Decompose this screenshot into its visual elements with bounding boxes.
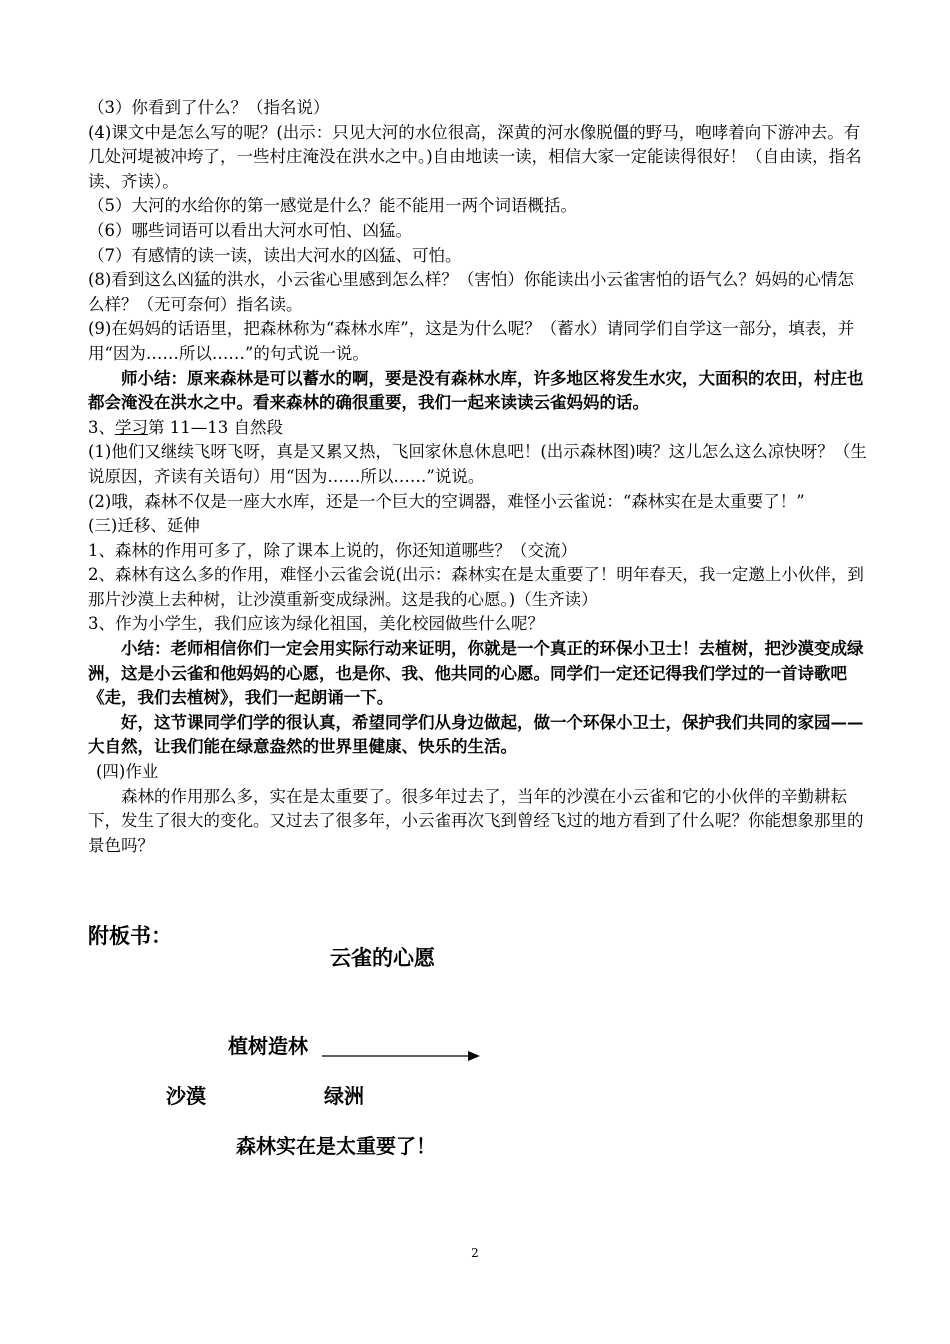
section-3-prefix: 3、 [88,417,115,437]
board-label-important: 森林实在是太重要了！ [236,1134,436,1158]
summary-2: 小结：老师相信你们一定会用实际行动来证明，你就是一个真正的环保小卫士！去植树，把沙漠变成绿洲，这是小云雀和他妈妈的心愿，也是你、我、他共同的心愿。同学们一定还记得我们学过的一首诗歌吧《走，我们去植树》，我们一起朗诵一下。 [88,639,864,708]
text-line: 3、作为小学生，我们应该为绿化祖国，美化校园做些什么呢？ [88,614,544,634]
section-3-rest: 第 11—13 自然段 [148,417,283,437]
lesson-text [88,96,868,858]
text-line: （3）你看到了什么？（指名说） [88,98,330,117]
text-line: 2、森林有这么多的作用，难怪小云雀会说(出示：森林实在是太重要了！明年春天，我一定邀上小伙伴，到那片沙漠上去种树，让沙漠重新变成绿洲。这是我的心愿。)（生齐读） [88,565,864,609]
board-label-desert: 沙漠 [166,1084,206,1108]
text-line: （7）有感情的读一读，读出大河水的凶猛、可怕。 [88,245,462,265]
summary-3: 好，这节课同学们学的很认真，希望同学们从身边做起，做一个环保小卫士，保护我们共同的家园——大自然，让我们能在绿意盎然的世界里健康、快乐的生活。 [88,712,864,757]
board-label-oasis: 绿洲 [324,1084,364,1108]
board-label-plant: 植树造林 [228,1034,308,1058]
part-4-heading: (四)作业 [96,762,159,782]
section-3-link[interactable]: 学习 [115,417,148,437]
board-arrow-icon [322,1050,482,1062]
text-line: （6）哪些词语可以看出大河水可怕、凶猛。 [88,220,412,240]
text-line: (4)课文中是怎么写的呢？(出示：只见大河的水位很高，深黄的河水像脱僵的野马，咆哮着向下游冲去。有几处河堤被冲垮了，一些村庄淹没在洪水之中。)自由地读一读，相信大家一定能读得很好！（自由读，指名读、齐读）。 [88,122,862,191]
text-line: （5）大河的水给你的第一感觉是什么？能不能用一两个词语概括。 [88,196,577,216]
homework-text: 森林的作用那么多，实在是太重要了。很多年过去了，当年的沙漠在小云雀和它的小伙伴的辛勤耕耘下，发生了很大的变化。又过去了很多年，小云雀再次飞到曾经飞过的地方看到了什么呢？你能想象那里的景色吗？ [88,786,864,855]
text-line: (8)看到这么凶猛的洪水，小云雀心里感到怎么样？（害怕）你能读出小云雀害怕的语气么？妈妈的心情怎么样？（无可奈何）指名读。 [88,270,854,314]
board-title: 云雀的心愿 [330,945,435,970]
text-line: (1)他们又继续飞呀飞呀，真是又累又热，飞回家休息休息吧！(出示森林图)咦？这儿怎么这么凉快呀？（生说原因，齐读有关语句）用“因为……所以……”说说。 [88,442,867,486]
text-line: 1、森林的作用可多了，除了课本上说的，你还知道哪些？（交流） [88,540,577,560]
text-line: (2)哦，森林不仅是一座大水库，还是一个巨大的空调器，难怪小云雀说：“森林实在是太重要了！” [88,491,805,511]
page-number: 2 [471,1246,479,1260]
section-3-heading [88,416,868,441]
part-3-heading: (三)迁移、延伸 [88,516,200,536]
board-heading: 附板书： [88,923,172,948]
text-line: (9)在妈妈的话语里，把森林称为“森林水库”，这是为什么呢？（蓄水）请同学们自学这一部分，填表，并用“因为……所以……”的句式说一说。 [88,319,855,363]
teacher-summary: 师小结：原来森林是可以蓄水的啊，要是没有森林水库，许多地区将发生水灾，大面积的农田，村庄也都会淹没在洪水之中。看来森林的确很重要，我们一起来读读云雀妈妈的话。 [88,368,864,413]
